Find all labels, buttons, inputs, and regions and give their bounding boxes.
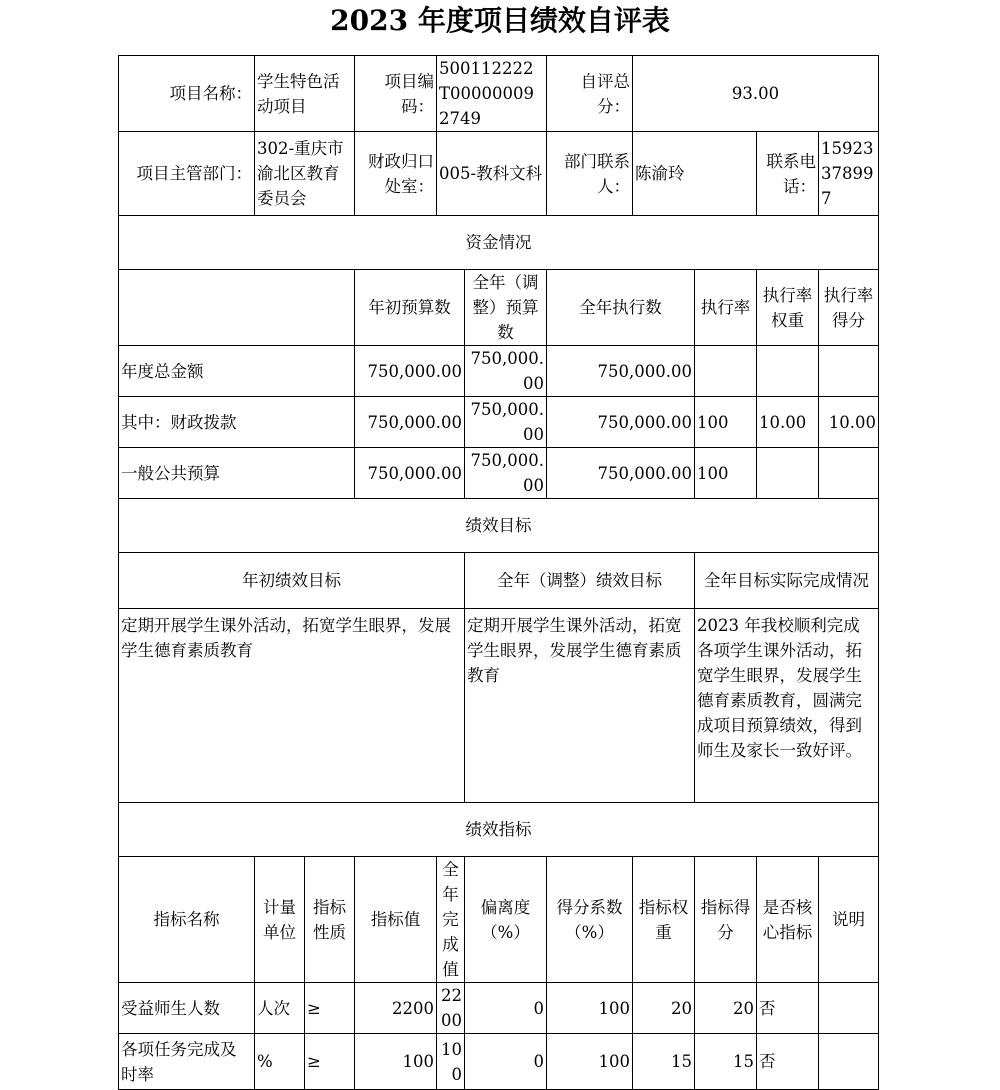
info-row-project xyxy=(119,56,879,132)
funds-row xyxy=(119,346,879,397)
ind-header-name: 指标名称 xyxy=(119,857,255,983)
ind-header-weight: 指标权重 xyxy=(633,857,695,983)
ind-name: 各项任务完成及时率 xyxy=(119,1034,255,1090)
indicators-header-row xyxy=(119,857,879,983)
goals-header-initial: 年初绩效目标 xyxy=(119,553,465,609)
dept-value: 302-重庆市渝北区教育委员会 xyxy=(255,132,355,216)
ind-header-core: 是否核心指标 xyxy=(757,857,819,983)
funds-row-initial: 750,000.00 xyxy=(355,346,465,397)
funds-header-score: 执行率得分 xyxy=(819,270,879,346)
ind-header-actual: 全年完成值 xyxy=(437,857,465,983)
ind-header-coef: 得分系数（%） xyxy=(547,857,633,983)
ind-deviation: 0 xyxy=(465,983,547,1034)
evaluation-table xyxy=(118,55,879,1090)
indicators-section-row xyxy=(119,803,879,857)
ind-weight: 20 xyxy=(633,983,695,1034)
ind-nature: ≥ xyxy=(305,983,355,1034)
ind-core: 否 xyxy=(757,1034,819,1090)
funds-row-rate xyxy=(695,346,757,397)
funds-section-row xyxy=(119,216,879,270)
ind-note xyxy=(819,1034,879,1090)
funds-row-weight xyxy=(757,448,819,499)
goals-section-row xyxy=(119,499,879,553)
table-row xyxy=(119,983,879,1034)
ind-score: 15 xyxy=(695,1034,757,1090)
table-row xyxy=(119,1034,879,1090)
ind-actual: 100 xyxy=(437,1034,465,1090)
funds-row-rate: 100 xyxy=(695,397,757,448)
goals-header-row xyxy=(119,553,879,609)
ind-unit: % xyxy=(255,1034,305,1090)
ind-core: 否 xyxy=(757,983,819,1034)
finance-label: 财政归口处室： xyxy=(355,132,437,216)
goals-adjusted-text: 定期开展学生课外活动，拓宽学生眼界，发展学生德育素质教育 xyxy=(465,609,695,803)
funds-header-row xyxy=(119,270,879,346)
dept-label: 项目主管部门： xyxy=(119,132,255,216)
funds-row-initial: 750,000.00 xyxy=(355,448,465,499)
funds-row-executed: 750,000.00 xyxy=(547,346,695,397)
ind-header-score: 指标得分 xyxy=(695,857,757,983)
project-code-label: 项目编码： xyxy=(355,56,437,132)
ind-weight: 15 xyxy=(633,1034,695,1090)
funds-row-initial: 750,000.00 xyxy=(355,397,465,448)
funds-row-adjusted: 750,000.00 xyxy=(465,448,547,499)
phone-value: 15923378997 xyxy=(819,132,879,216)
funds-row xyxy=(119,397,879,448)
funds-row-label: 其中：财政拨款 xyxy=(119,397,355,448)
funds-row-score: 10.00 xyxy=(819,397,879,448)
funds-header-weight: 执行率权重 xyxy=(757,270,819,346)
project-name-value: 学生特色活动项目 xyxy=(255,56,355,132)
funds-row-score xyxy=(819,346,879,397)
funds-row-score xyxy=(819,448,879,499)
funds-row-label: 一般公共预算 xyxy=(119,448,355,499)
ind-target: 100 xyxy=(355,1034,437,1090)
ind-deviation: 0 xyxy=(465,1034,547,1090)
funds-row-rate: 100 xyxy=(695,448,757,499)
funds-header-initial: 年初预算数 xyxy=(355,270,465,346)
funds-header-rate: 执行率 xyxy=(695,270,757,346)
funds-row-label: 年度总金额 xyxy=(119,346,355,397)
ind-coef: 100 xyxy=(547,983,633,1034)
contact-value: 陈渝玲 xyxy=(633,132,757,216)
self-score-value: 93.00 xyxy=(633,56,879,132)
project-name-label: 项目名称： xyxy=(119,56,255,132)
ind-unit: 人次 xyxy=(255,983,305,1034)
funds-row-executed: 750,000.00 xyxy=(547,448,695,499)
ind-header-target: 指标值 xyxy=(355,857,437,983)
goals-header-adjusted: 全年（调整）绩效目标 xyxy=(465,553,695,609)
goals-initial-text: 定期开展学生课外活动，拓宽学生眼界，发展学生德育素质教育 xyxy=(119,609,465,803)
funds-row-adjusted: 750,000.00 xyxy=(465,397,547,448)
funds-section-title: 资金情况 xyxy=(119,216,879,270)
ind-nature: ≥ xyxy=(305,1034,355,1090)
ind-target: 2200 xyxy=(355,983,437,1034)
finance-value: 005-教科文科 xyxy=(437,132,547,216)
funds-row-adjusted: 750,000.00 xyxy=(465,346,547,397)
page-title: 2023 年度项目绩效自评表 xyxy=(330,4,670,37)
funds-header-executed: 全年执行数 xyxy=(547,270,695,346)
ind-header-nature: 指标性质 xyxy=(305,857,355,983)
funds-row-weight xyxy=(757,346,819,397)
goals-content-row xyxy=(119,609,879,803)
ind-coef: 100 xyxy=(547,1034,633,1090)
funds-row-executed: 750,000.00 xyxy=(547,397,695,448)
ind-actual: 2200 xyxy=(437,983,465,1034)
contact-label: 部门联系人： xyxy=(547,132,633,216)
goals-actual-text: 2023 年我校顺利完成各项学生课外活动，拓宽学生眼界，发展学生德育素质教育，圆满完成项目预算绩效，得到师生及家长一致好评。 xyxy=(695,609,879,803)
funds-header-adjusted: 全年（调整）预算数 xyxy=(465,270,547,346)
info-row-dept xyxy=(119,132,879,216)
phone-label: 联系电话： xyxy=(757,132,819,216)
project-code-value: 500112222T000000092749 xyxy=(437,56,547,132)
ind-header-unit: 计量单位 xyxy=(255,857,305,983)
funds-row xyxy=(119,448,879,499)
ind-score: 20 xyxy=(695,983,757,1034)
ind-header-note: 说明 xyxy=(819,857,879,983)
goals-header-actual: 全年目标实际完成情况 xyxy=(695,553,879,609)
funds-header-blank xyxy=(119,270,355,346)
ind-note xyxy=(819,983,879,1034)
ind-header-deviation: 偏离度（%） xyxy=(465,857,547,983)
ind-name: 受益师生人数 xyxy=(119,983,255,1034)
self-score-label: 自评总分： xyxy=(547,56,633,132)
indicators-section-title: 绩效指标 xyxy=(119,803,879,857)
funds-row-weight: 10.00 xyxy=(757,397,819,448)
goals-section-title: 绩效目标 xyxy=(119,499,879,553)
